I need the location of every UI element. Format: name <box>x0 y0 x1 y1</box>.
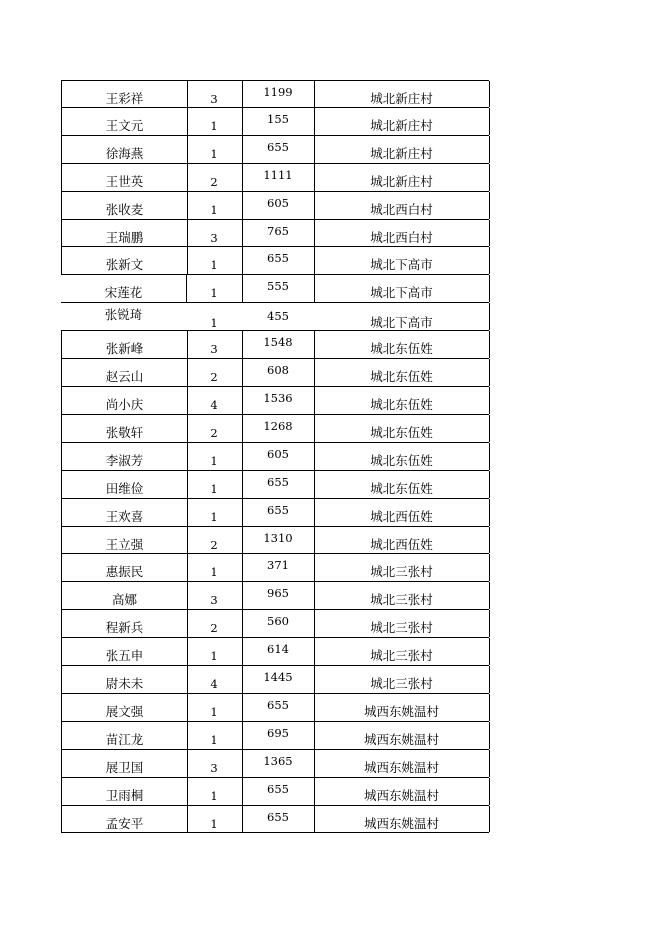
count-cell[interactable] <box>186 303 242 330</box>
name-cell[interactable] <box>61 81 188 107</box>
table-row <box>61 806 489 834</box>
count-cell[interactable] <box>186 582 243 609</box>
name-cell[interactable] <box>61 359 188 386</box>
amount-cell-text: 765 <box>267 223 289 238</box>
name-cell[interactable] <box>61 471 188 498</box>
village-cell-text: 城北三张村 <box>370 564 433 580</box>
village-cell-text: 城北东伍姓 <box>370 424 433 440</box>
name-cell-text: 宋莲花 <box>104 285 143 301</box>
amount-cell[interactable] <box>242 108 315 135</box>
name-cell[interactable] <box>61 108 188 135</box>
village-cell-text: 城北西白村 <box>370 201 433 217</box>
amount-cell-text: 1199 <box>263 85 293 99</box>
name-cell[interactable] <box>61 192 188 219</box>
village-cell-text: 城北三张村 <box>370 620 433 636</box>
table-row <box>61 331 489 359</box>
table-row <box>61 303 489 331</box>
count-cell[interactable] <box>186 415 243 442</box>
amount-cell[interactable] <box>242 527 315 554</box>
amount-cell[interactable] <box>242 554 315 581</box>
count-cell-text: 2 <box>210 425 218 440</box>
village-cell[interactable] <box>314 666 490 693</box>
amount-cell[interactable] <box>242 415 315 442</box>
count-cell[interactable] <box>186 359 243 386</box>
name-cell-text: 赵云山 <box>105 369 144 385</box>
count-cell-text: 4 <box>210 397 218 412</box>
village-cell[interactable] <box>314 108 490 135</box>
village-cell[interactable] <box>314 722 490 749</box>
amount-cell[interactable] <box>242 81 315 107</box>
village-cell[interactable] <box>314 387 490 414</box>
table-row <box>61 192 489 220</box>
count-cell-text: 2 <box>210 370 218 385</box>
count-cell-text: 1 <box>210 649 218 664</box>
count-cell[interactable] <box>186 471 243 498</box>
name-cell-text: 李淑芳 <box>105 452 144 468</box>
village-cell-text: 城北三张村 <box>370 592 433 608</box>
count-cell[interactable] <box>186 750 243 777</box>
village-cell[interactable] <box>314 164 490 191</box>
amount-cell[interactable] <box>242 499 315 526</box>
amount-cell[interactable] <box>242 220 315 247</box>
village-cell[interactable] <box>314 694 490 721</box>
amount-cell-text: 695 <box>267 725 289 740</box>
name-cell[interactable] <box>61 527 188 554</box>
count-cell-text: 1 <box>210 704 218 719</box>
name-cell-text: 惠振民 <box>105 564 144 580</box>
name-cell[interactable] <box>61 415 188 442</box>
amount-cell-text: 371 <box>267 558 289 573</box>
table-row <box>61 694 489 722</box>
village-cell[interactable] <box>314 247 490 274</box>
village-cell-text: 城西东姚温村 <box>363 759 439 775</box>
name-cell[interactable] <box>61 275 187 302</box>
count-cell[interactable] <box>186 387 243 414</box>
table-row <box>61 722 489 750</box>
village-cell-text: 城北三张村 <box>370 676 433 692</box>
amount-cell-text: 655 <box>267 474 289 489</box>
village-cell[interactable] <box>314 415 490 442</box>
table-row <box>61 415 489 443</box>
name-cell-text: 展卫国 <box>105 759 144 775</box>
amount-cell[interactable] <box>242 666 315 693</box>
village-cell-text: 城西东姚温村 <box>363 787 439 803</box>
village-cell-text: 城北下高市 <box>370 285 433 301</box>
amount-cell[interactable] <box>242 750 315 777</box>
name-cell-text: 程新兵 <box>105 620 144 636</box>
name-cell-text: 王瑞鹏 <box>105 229 144 245</box>
count-cell-text: 1 <box>210 565 218 580</box>
count-cell-text: 2 <box>210 621 218 636</box>
amount-cell-text: 655 <box>267 697 289 712</box>
count-cell[interactable] <box>186 136 243 163</box>
count-cell-text: 3 <box>210 342 218 357</box>
table-row <box>61 108 489 136</box>
amount-cell[interactable] <box>242 359 315 386</box>
amount-cell-text: 560 <box>267 614 289 629</box>
village-cell[interactable] <box>314 359 490 386</box>
name-cell-text: 张收麦 <box>105 201 144 217</box>
name-cell-text: 张五申 <box>105 648 144 664</box>
count-cell-text: 3 <box>210 593 218 608</box>
amount-cell-text: 1268 <box>263 418 293 433</box>
amount-cell[interactable] <box>242 303 314 330</box>
amount-cell[interactable] <box>242 275 315 302</box>
village-cell-text: 城北三张村 <box>370 648 433 664</box>
name-cell-text: 张新峰 <box>105 341 144 357</box>
village-cell-text: 城北下高市 <box>370 315 433 331</box>
amount-cell[interactable] <box>242 638 315 665</box>
count-cell[interactable] <box>186 666 243 693</box>
count-cell-text: 1 <box>210 316 218 331</box>
village-cell-text: 城北新庄村 <box>370 117 433 133</box>
amount-cell[interactable] <box>242 387 315 414</box>
name-cell-text: 孟安平 <box>105 815 144 831</box>
count-cell-text: 1 <box>210 146 218 161</box>
amount-cell-text: 1365 <box>263 753 293 768</box>
village-cell[interactable] <box>314 499 490 526</box>
name-cell-text: 张锐琦 <box>104 307 143 323</box>
amount-cell[interactable] <box>242 247 315 274</box>
name-cell[interactable] <box>61 666 188 693</box>
count-cell-text: 1 <box>210 509 218 524</box>
count-cell-text: 1 <box>210 118 218 133</box>
village-cell[interactable] <box>314 331 490 358</box>
village-cell[interactable] <box>314 806 490 833</box>
village-cell-text: 城西东姚温村 <box>363 703 439 719</box>
count-cell[interactable] <box>186 220 243 247</box>
amount-cell-text: 605 <box>267 446 289 461</box>
count-cell-text: 1 <box>210 453 218 468</box>
village-cell-text: 城北新庄村 <box>370 173 433 189</box>
amount-cell[interactable] <box>242 136 315 163</box>
amount-cell[interactable] <box>242 694 315 721</box>
name-cell-text: 王彩祥 <box>105 91 144 106</box>
name-cell-text: 王世英 <box>105 173 144 189</box>
village-cell-text: 城北东伍姓 <box>370 396 433 412</box>
amount-cell[interactable] <box>242 192 315 219</box>
village-cell-text: 城西东姚温村 <box>363 731 439 747</box>
count-cell[interactable] <box>186 554 243 581</box>
village-cell[interactable] <box>314 638 490 665</box>
village-cell-text: 城北东伍姓 <box>370 452 433 468</box>
count-cell-text: 1 <box>210 788 218 803</box>
table-row <box>61 666 489 694</box>
village-cell-text: 城北东伍姓 <box>370 341 433 357</box>
amount-cell[interactable] <box>242 610 315 637</box>
amount-cell[interactable] <box>242 331 315 358</box>
amount-cell-text: 1310 <box>263 530 293 545</box>
village-cell[interactable] <box>314 610 490 637</box>
village-cell[interactable] <box>314 136 490 163</box>
village-cell[interactable] <box>314 303 490 330</box>
amount-cell-text: 1445 <box>263 670 293 685</box>
amount-cell-text: 1548 <box>263 335 293 350</box>
amount-cell-text: 455 <box>267 309 289 324</box>
table-row <box>61 136 489 164</box>
table-row <box>61 275 489 303</box>
count-cell[interactable] <box>186 806 243 833</box>
count-cell[interactable] <box>186 108 243 135</box>
village-cell[interactable] <box>314 554 490 581</box>
village-cell[interactable] <box>314 275 490 302</box>
count-cell[interactable] <box>186 275 243 302</box>
table-row <box>61 359 489 387</box>
name-cell[interactable] <box>61 331 188 358</box>
amount-cell-text: 655 <box>267 781 289 796</box>
count-cell-text: 3 <box>210 760 218 775</box>
amount-cell-text: 614 <box>267 642 289 657</box>
amount-cell-text: 1536 <box>263 390 293 405</box>
table-row <box>61 778 489 806</box>
count-cell[interactable] <box>186 778 243 805</box>
village-cell[interactable] <box>314 220 490 247</box>
table-row <box>61 499 489 527</box>
name-cell-text: 尉未未 <box>105 676 144 692</box>
name-cell-text: 尚小庆 <box>105 396 144 412</box>
table-row <box>61 164 489 192</box>
village-cell-text: 城北东伍姓 <box>370 480 433 496</box>
table-row <box>61 443 489 471</box>
name-cell-text: 苗江龙 <box>105 731 144 747</box>
village-cell-text: 城北西伍姓 <box>370 508 433 524</box>
table-row <box>61 247 489 275</box>
amount-cell[interactable] <box>242 164 315 191</box>
count-cell[interactable] <box>186 331 243 358</box>
name-cell-text: 徐海燕 <box>105 145 144 161</box>
village-cell[interactable] <box>314 778 490 805</box>
name-cell[interactable] <box>61 443 188 470</box>
amount-cell[interactable] <box>242 443 315 470</box>
count-cell-text: 3 <box>210 92 218 106</box>
village-cell[interactable] <box>314 81 490 107</box>
table-row <box>61 610 489 638</box>
name-cell[interactable] <box>61 554 188 581</box>
amount-cell-text: 1111 <box>263 167 293 182</box>
count-cell[interactable] <box>186 192 243 219</box>
name-cell[interactable] <box>61 220 188 247</box>
name-cell-text: 高娜 <box>111 592 137 608</box>
count-cell[interactable] <box>186 247 243 274</box>
count-cell[interactable] <box>186 164 243 191</box>
count-cell-text: 2 <box>210 537 218 552</box>
name-cell[interactable] <box>61 638 188 665</box>
village-cell-text: 城北新庄村 <box>370 91 433 106</box>
name-cell-text: 王欢喜 <box>105 508 144 524</box>
village-cell[interactable] <box>314 527 490 554</box>
amount-cell-text: 155 <box>267 111 289 126</box>
amount-cell-text: 965 <box>267 586 289 601</box>
amount-cell[interactable] <box>242 806 315 833</box>
count-cell[interactable] <box>186 81 243 107</box>
count-cell-text: 1 <box>210 732 218 747</box>
amount-cell-text: 605 <box>267 195 289 210</box>
count-cell-text: 3 <box>210 230 218 245</box>
name-cell[interactable] <box>61 610 188 637</box>
name-cell-text: 卫雨桐 <box>105 787 144 803</box>
count-cell-text: 4 <box>210 677 218 692</box>
name-cell-text: 张敬轩 <box>105 424 144 440</box>
village-cell[interactable] <box>314 192 490 219</box>
village-cell-text: 城北新庄村 <box>370 145 433 161</box>
village-cell[interactable] <box>314 443 490 470</box>
name-cell[interactable] <box>61 694 188 721</box>
count-cell[interactable] <box>186 499 243 526</box>
village-cell[interactable] <box>314 471 490 498</box>
name-cell[interactable] <box>61 387 188 414</box>
amount-cell[interactable] <box>242 471 315 498</box>
name-cell[interactable] <box>61 582 188 609</box>
table-row <box>61 582 489 610</box>
name-cell[interactable] <box>61 806 188 833</box>
amount-cell-text: 655 <box>267 502 289 517</box>
village-cell[interactable] <box>314 582 490 609</box>
name-cell[interactable] <box>61 722 188 749</box>
count-cell[interactable] <box>186 638 243 665</box>
name-cell[interactable] <box>61 164 188 191</box>
name-cell[interactable] <box>61 136 188 163</box>
table-row <box>61 527 489 555</box>
amount-cell-text: 655 <box>267 809 289 824</box>
name-cell-text: 王文元 <box>105 117 144 133</box>
name-cell[interactable] <box>61 750 188 777</box>
name-cell-text: 展文强 <box>105 703 144 719</box>
name-cell[interactable] <box>61 778 188 805</box>
amount-cell[interactable] <box>242 778 315 805</box>
count-cell[interactable] <box>186 527 243 554</box>
count-cell[interactable] <box>186 610 243 637</box>
table-row <box>61 638 489 666</box>
name-cell-text: 张新文 <box>105 257 144 273</box>
name-cell-text: 王立强 <box>105 536 144 552</box>
count-cell-text: 1 <box>210 202 218 217</box>
table-row <box>61 220 489 248</box>
count-cell-text: 1 <box>210 481 218 496</box>
table-row <box>61 387 489 415</box>
spreadsheet-table <box>61 80 489 833</box>
village-cell-text: 城西东姚温村 <box>363 815 439 831</box>
count-cell[interactable] <box>186 722 243 749</box>
count-cell[interactable] <box>186 694 243 721</box>
village-cell-text: 城北东伍姓 <box>370 369 433 385</box>
table-row <box>61 750 489 778</box>
count-cell[interactable] <box>186 443 243 470</box>
name-cell[interactable] <box>61 247 188 274</box>
amount-cell-text: 655 <box>267 139 289 154</box>
village-cell-text: 城北西伍姓 <box>370 536 433 552</box>
amount-cell[interactable] <box>242 582 315 609</box>
count-cell-text: 1 <box>210 286 218 301</box>
name-cell[interactable] <box>61 499 188 526</box>
amount-cell-text: 555 <box>267 279 289 294</box>
village-cell-text: 城北下高市 <box>370 257 433 273</box>
amount-cell-text: 608 <box>267 363 289 378</box>
table-row <box>61 80 489 108</box>
count-cell-text: 2 <box>210 174 218 189</box>
count-cell-text: 1 <box>210 816 218 831</box>
name-cell-text: 田维俭 <box>105 480 144 496</box>
village-cell[interactable] <box>314 750 490 777</box>
count-cell-text: 1 <box>210 258 218 273</box>
table-row <box>61 554 489 582</box>
name-cell[interactable] <box>61 303 186 330</box>
amount-cell[interactable] <box>242 722 315 749</box>
table-row <box>61 471 489 499</box>
amount-cell-text: 655 <box>267 251 289 266</box>
village-cell-text: 城北西白村 <box>370 229 433 245</box>
